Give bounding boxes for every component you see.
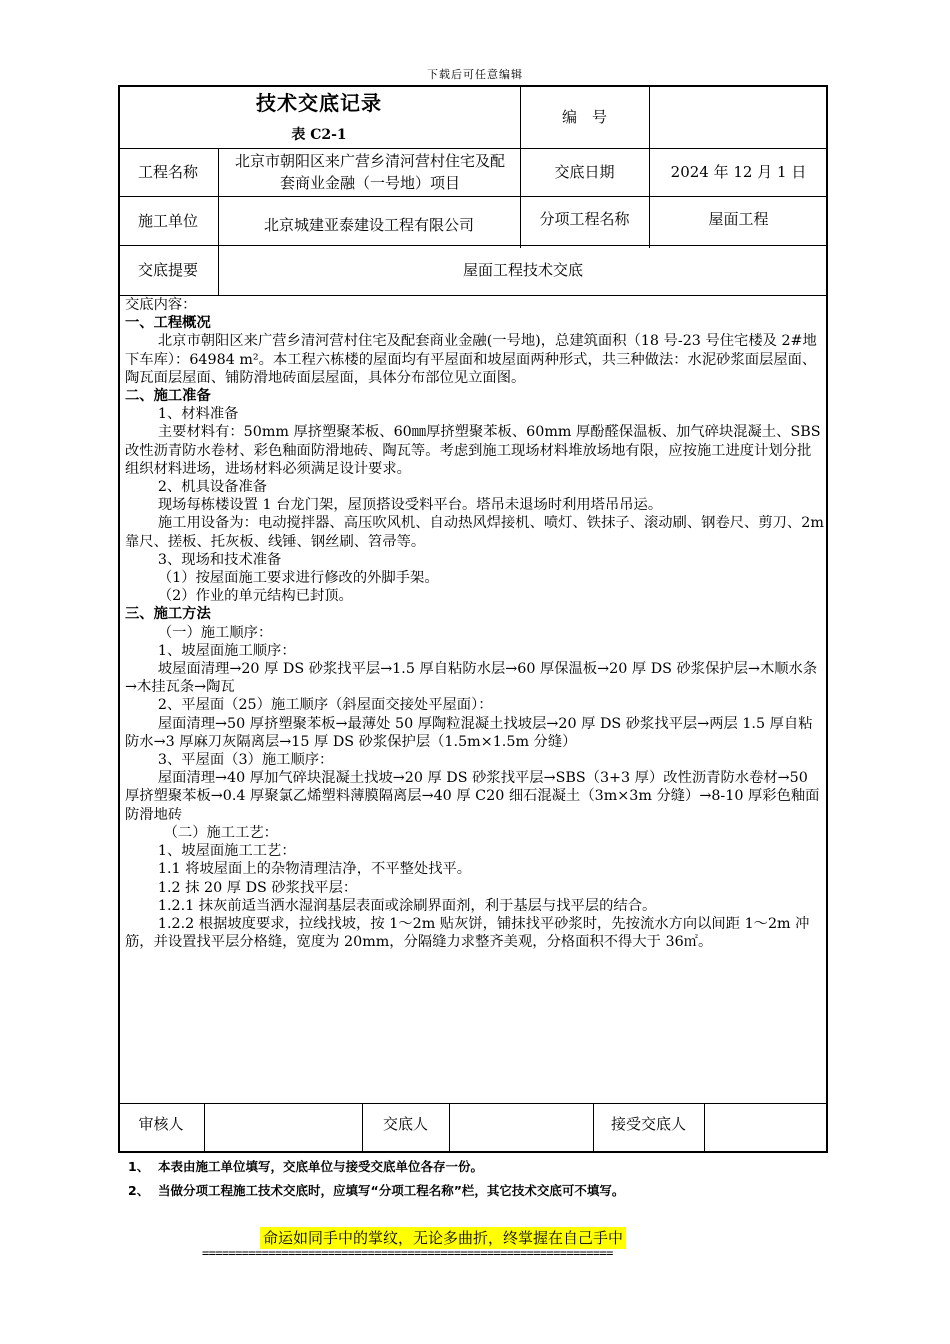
section-heading: 一、工程概况 bbox=[125, 315, 211, 332]
content-heading: 交底内容： bbox=[125, 297, 197, 313]
section-heading: 三、施工方法 bbox=[125, 606, 211, 623]
form-title: 技术交底记录 bbox=[256, 91, 382, 115]
top-note: 下载后可任意编辑 bbox=[427, 68, 523, 81]
content-paragraph: 1.2.2 根据坡度要求，拉线找坡，按 1～2m 贴灰饼，铺抹找平砂浆时，先按流水方向以间距 1～2m 冲筋，并设置找平层分格缝，宽度为 20mm，分隔缝力求整齐美观，分格面积不得大于 36㎡。 bbox=[125, 915, 810, 951]
content-paragraph: （一）施工顺序： bbox=[157, 624, 273, 641]
footnote-number: 2、 bbox=[128, 1183, 150, 1198]
contractor-label: 施工单位 bbox=[137, 211, 198, 230]
summary-label: 交底提要 bbox=[137, 261, 198, 279]
content-paragraph: 屋面清理→50 厚挤塑聚苯板→最薄处 50 厚陶粒混凝土找坡层→20 厚 DS 砂浆找平层→两层 1.5 厚自粘防水→3 厚麻刀灰隔离层→15 厚 DS 砂浆保护层（1.5m×1.5m 分缝） bbox=[125, 715, 813, 750]
content-paragraph: 3、平屋面（3）施工顺序： bbox=[157, 752, 334, 769]
footnote-text: 本表由施工单位填写，交底单位与接受交底单位各存一份。 bbox=[158, 1159, 484, 1174]
separator-rule: ============================================================== bbox=[202, 1246, 613, 1260]
date-value[interactable]: 2024 年 12 月 1 日 bbox=[670, 163, 807, 181]
motto-banner: 命运如同手中的掌纹，无论多曲折，终掌握在自己手中 bbox=[260, 1227, 626, 1249]
subitem-value[interactable]: 屋面工程 bbox=[708, 209, 769, 228]
disclosure-content bbox=[125, 296, 825, 951]
footnote-number: 1、 bbox=[128, 1159, 150, 1174]
content-paragraph: 2、平屋面（25）施工顺序（斜屋面交接处平屋面）： bbox=[157, 697, 493, 714]
project-name-label: 工程名称 bbox=[137, 163, 198, 181]
content-paragraph: 1、材料准备 bbox=[157, 406, 239, 423]
content-paragraph: 1.1 将坡屋面上的杂物清理洁净，不平整处找平。 bbox=[157, 861, 472, 878]
subitem-label: 分项工程名称 bbox=[539, 209, 630, 228]
footnote bbox=[128, 1181, 624, 1199]
summary-value[interactable]: 屋面工程技术交底 bbox=[462, 261, 583, 279]
content-paragraph: 现场每栋楼设置 1 台龙门架，屋顶搭设受料平台。塔吊未退场时利用塔吊吊运。 bbox=[157, 497, 663, 514]
content-paragraph: （1）按屋面施工要求进行修改的外脚手架。 bbox=[157, 570, 439, 587]
footnote bbox=[128, 1157, 483, 1175]
section-heading: 二、施工准备 bbox=[125, 388, 211, 405]
content-paragraph: 1、坡屋面施工顺序： bbox=[157, 642, 296, 659]
content-paragraph: 3、现场和技术准备 bbox=[157, 551, 282, 568]
content-paragraph: 2、机具设备准备 bbox=[157, 479, 268, 496]
receiver-value[interactable] bbox=[704, 1103, 828, 1153]
content-paragraphs bbox=[125, 314, 825, 951]
content-paragraph: 主要材料有：50mm 厚挤塑聚苯板、60㎜厚挤塑聚苯板、60mm 厚酚醛保温板、加气碎块混凝土、SBS 改性沥青防水卷材、彩色釉面防滑地砖、陶瓦等。考虑到施工现场材料堆放场地有限，应按施工进度计划分批组织材料进场，进场材料必须满足设计要求。 bbox=[125, 424, 821, 477]
content-paragraph: 北京市朝阳区来广营乡清河营村住宅及配套商业金融(一号地)，总建筑面积（18 号-23 号住宅楼及 2#地下车库）：64984 m²。本工程六栋楼的屋面均有平屋面和坡屋面两种形式，共三种做法：水泥砂浆面层屋面、陶瓦面层屋面、铺防滑地砖面层屋面，具体分布部位见立面图。 bbox=[125, 333, 817, 386]
content-paragraph: 坡屋面清理→20 厚 DS 砂浆找平层→1.5 厚自粘防水层→60 厚保温板→20 厚 DS 砂浆保护层→木顺水条→木挂瓦条→陶瓦 bbox=[125, 661, 818, 696]
receiver-label: 接受交底人 bbox=[610, 1115, 686, 1133]
reviewer-value[interactable] bbox=[204, 1103, 362, 1153]
content-paragraph: （二）施工工艺： bbox=[163, 824, 278, 841]
date-label: 交底日期 bbox=[554, 163, 615, 181]
content-paragraph: 1.2 抹 20 厚 DS 砂浆找平层： bbox=[157, 879, 358, 896]
form-code: 表 C2-1 bbox=[291, 127, 347, 143]
content-paragraph: （2）作业的单元结构已封顶。 bbox=[157, 588, 353, 605]
discloser-label: 交底人 bbox=[382, 1115, 428, 1133]
number-value[interactable] bbox=[649, 85, 828, 148]
discloser-value[interactable] bbox=[449, 1103, 593, 1153]
number-label: 编 号 bbox=[561, 107, 607, 126]
project-name-value[interactable]: 北京市朝阳区来广营乡清河营村住宅及配套商业金融（一号地）项目 bbox=[234, 152, 505, 192]
content-paragraph: 1.2.1 抹灰前适当洒水湿润基层表面或涂刷界面剂，利于基层与找平层的结合。 bbox=[157, 897, 657, 914]
title-block bbox=[118, 85, 520, 144]
contractor-value[interactable]: 北京城建亚泰建设工程有限公司 bbox=[263, 215, 474, 234]
content-paragraph: 1、坡屋面施工工艺： bbox=[157, 843, 296, 860]
content-paragraph: 屋面清理→40 厚加气碎块混凝土找坡→20 厚 DS 砂浆找平层→SBS（3+3 厚）改性沥青防水卷材→50 厚挤塑聚苯板→0.4 厚聚氯乙烯塑料薄膜隔离层→40 厚 C20 细石混凝土（3m×3m 分缝）→8-10 厚彩色釉面防滑地砖 bbox=[125, 770, 820, 823]
content-paragraph: 施工用设备为：电动搅拌器、高压吹风机、自动热风焊接机、喷灯、铁抹子、滚动刷、钢卷尺、剪刀、2m 靠尺、搓板、托灰板、线锤、钢丝刷、笤帚等。 bbox=[125, 515, 824, 550]
reviewer-label: 审核人 bbox=[138, 1115, 184, 1133]
footnote-text: 当做分项工程施工技术交底时，应填写“分项工程名称”栏，其它技术交底可不填写。 bbox=[158, 1183, 625, 1198]
